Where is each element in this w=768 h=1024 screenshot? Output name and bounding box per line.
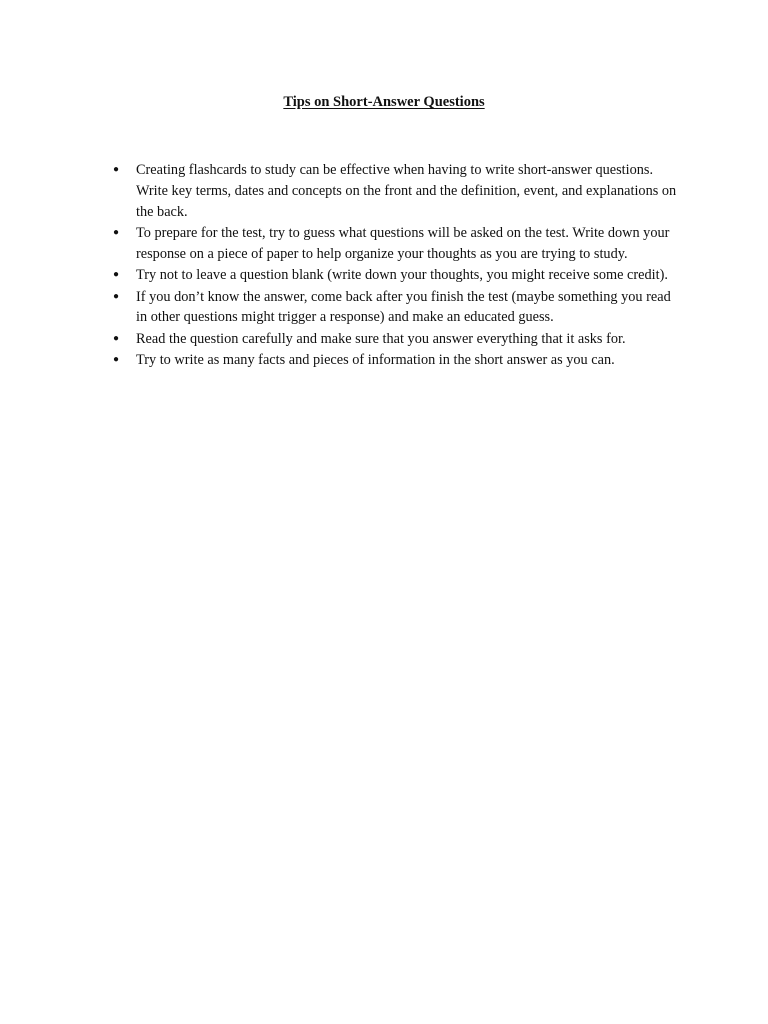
bullet-icon: ● [113,269,120,281]
list-item [110,265,680,286]
list-item [110,223,680,265]
document-title: Tips on Short-Answer Questions [283,94,485,110]
bullet-icon: ● [113,226,120,238]
tip-text: Try not to leave a question blank (write down your thoughts, you might receive some credit). [136,267,668,284]
bullet-icon: ● [113,290,120,302]
tip-text: Creating flashcards to study can be effective when having to write short-answer questions. Write key terms, dates and concepts on the front and the definition, event, and explanations on the back. [136,162,677,220]
tip-text: Try to write as many facts and pieces of information in the short answer as you can. [136,352,615,369]
tips-list [110,160,680,372]
list-item [110,350,680,371]
list-item [110,287,680,329]
list-item [110,160,680,222]
bullet-icon: ● [113,354,120,366]
tip-text: To prepare for the test, try to guess what questions will be asked on the test. Write down your response on a piece of paper to help organize your thoughts as you are trying to study. [136,224,670,262]
tip-text: Read the question carefully and make sure that you answer everything that it asks for. [136,330,626,347]
bullet-icon: ● [113,332,120,344]
bullet-icon: ● [113,164,120,175]
list-item [110,329,680,350]
tip-text: If you don’t know the answer, come back after you finish the test (maybe something you read in other questions might trigger a response) and make an educated guess. [136,288,671,326]
